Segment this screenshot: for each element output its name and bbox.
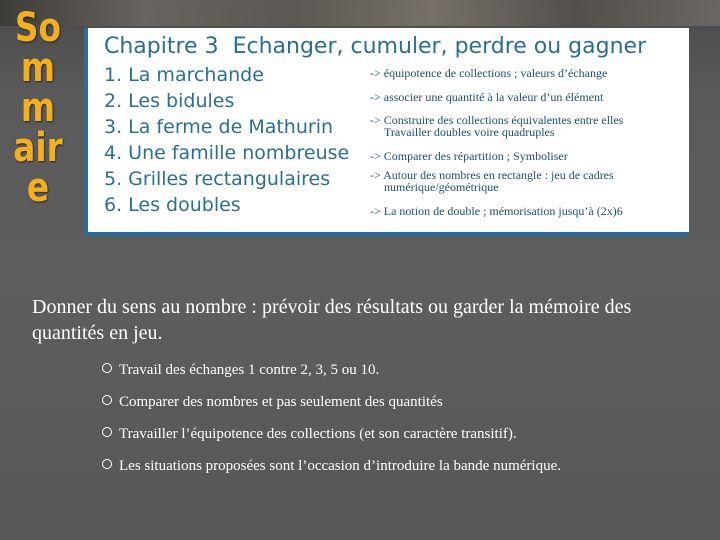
bullet-text: Les situations proposées sont l’occasion d’introduire la bande numérique.	[119, 458, 561, 474]
note-line-continued: Travailler doubles voire quadruples	[384, 125, 555, 139]
sommaire-line: air	[13, 125, 63, 171]
circle-bullet-icon	[102, 459, 112, 469]
note-line: -> associer une quantité à la valeur d’un élément	[370, 90, 604, 104]
activity-item: 2. Les bidules	[104, 90, 235, 112]
activity-item: 4. Une famille nombreuse	[104, 142, 350, 164]
chapter-label: Chapitre 3	[104, 34, 219, 59]
activity-item: 5. Grilles rectangulaires	[104, 168, 331, 190]
activity-item: 3. La ferme de Mathurin	[104, 116, 334, 138]
note-line: -> équipotence de collections ; valeurs d’échange	[370, 66, 608, 80]
sommaire-line: So	[14, 5, 62, 51]
activity-list	[104, 62, 349, 218]
activity-note	[370, 205, 680, 217]
bullet-text: Travailler l’équipotence des collections (et son caractère transitif).	[119, 426, 517, 442]
activity-note	[370, 91, 680, 103]
main-statement: Donner du sens au nombre : prévoir des résultats ou garder la mémoire des quantités en jeu.	[32, 296, 632, 344]
activity-item: 6. Les doubles	[104, 194, 241, 216]
activity-note	[370, 150, 680, 162]
bullet-text: Comparer des nombres et pas seulement des quantités	[119, 394, 443, 410]
sommaire-title	[12, 5, 64, 211]
bullet-text: Travail des échanges 1 contre 2, 3, 5 ou 10.	[119, 362, 380, 378]
note-line: -> La notion de double ; mémorisation jusqu’à (2x)6	[370, 204, 623, 218]
activity-note	[370, 67, 680, 79]
activity-note	[370, 169, 680, 193]
chapter-summary-box	[84, 28, 689, 236]
circle-bullet-icon	[102, 427, 112, 437]
note-line: -> Construire des collections équivalentes entre elles	[370, 113, 624, 127]
bullet-item	[102, 422, 561, 454]
note-line: -> Autour des nombres en rectangle : jeu de cadres	[370, 168, 614, 182]
note-line-continued: numérique/géométrique	[384, 180, 499, 194]
circle-bullet-icon	[102, 363, 112, 373]
activity-item: 1. La marchande	[104, 64, 264, 86]
circle-bullet-icon	[102, 395, 112, 405]
bullet-item	[102, 358, 561, 390]
activity-note	[370, 114, 680, 138]
note-line: -> Comparer des répartition ; Symboliser	[370, 149, 568, 163]
bullet-item	[102, 454, 561, 486]
sommaire-line: m	[20, 45, 56, 91]
decorative-top-strip	[0, 0, 720, 26]
sommaire-line: m	[20, 85, 56, 131]
chapter-title: Echanger, cumuler, perdre ou gagner	[232, 34, 647, 59]
bullet-item	[102, 390, 561, 422]
chapter-heading	[104, 34, 684, 59]
bullet-list	[102, 358, 561, 486]
sommaire-line: e	[26, 165, 50, 211]
